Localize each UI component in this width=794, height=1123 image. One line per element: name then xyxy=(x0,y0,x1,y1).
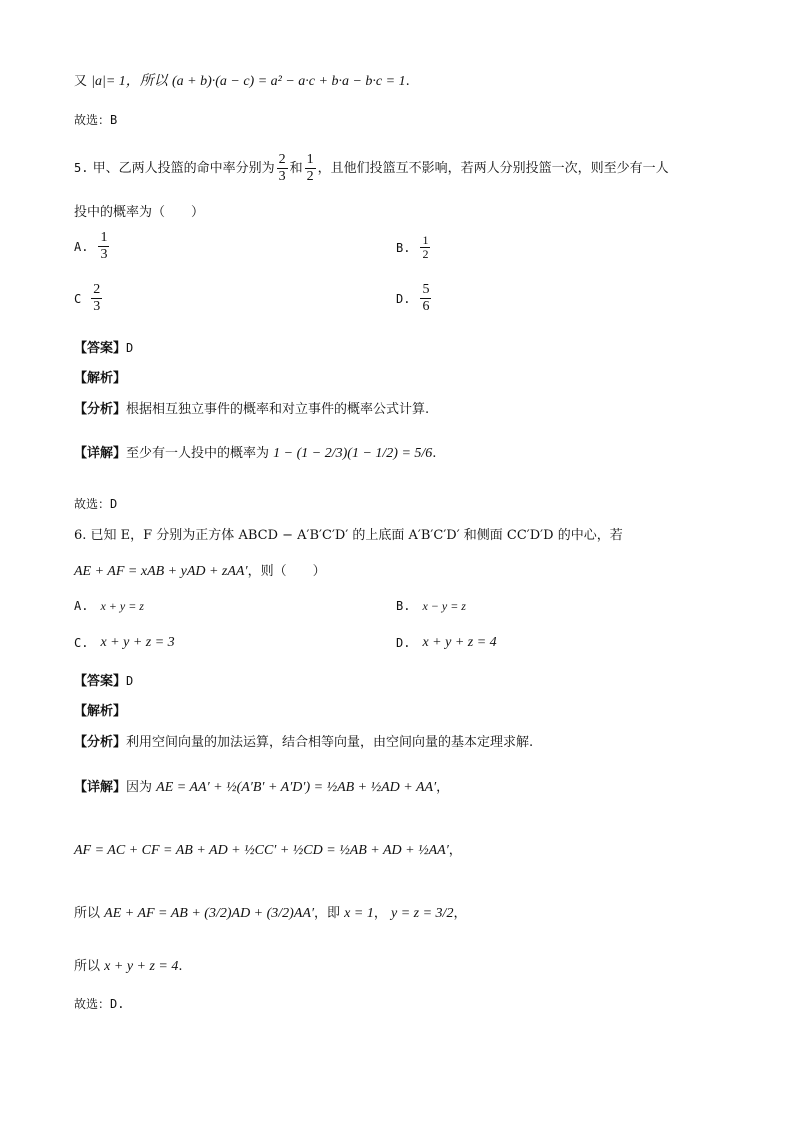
q6-option-b xyxy=(396,596,466,616)
option-fraction xyxy=(420,282,431,315)
q6-option-a xyxy=(74,596,144,616)
option-fraction xyxy=(91,282,102,315)
x-value: x = 1 xyxy=(344,906,374,921)
xiangjie-pre: 至少有一人投中的概率为 xyxy=(126,446,270,461)
magnitude-condition: |a|= 1，所以 xyxy=(91,74,168,89)
denominator: 3 xyxy=(100,247,108,262)
q6-fenxi xyxy=(74,733,734,753)
option-fraction xyxy=(98,230,109,263)
q6-answer xyxy=(74,671,734,692)
q6-choice: 故选：D. xyxy=(74,997,125,1011)
fenxi-tag: 【分析】 xyxy=(74,735,127,750)
comma: ， xyxy=(448,843,462,858)
text-you: 又 xyxy=(74,74,88,89)
q5-f1-numerator: 2 xyxy=(278,152,286,167)
numerator: 1 xyxy=(100,230,108,245)
equation-af: AF = AC + CF = AB + AD + ½CC′ + ½CD = ½AB + AD + ½AA′ xyxy=(74,843,449,858)
yz-value: y = z = 3/2 xyxy=(391,906,454,921)
q5-f2-denominator: 2 xyxy=(306,169,314,184)
option-label: A. xyxy=(74,239,89,254)
period: . xyxy=(405,74,410,89)
q5-option-a xyxy=(74,230,111,263)
fenxi-text: 根据相互独立事件的概率和对立事件的概率公式计算. xyxy=(126,402,430,417)
q5-stem-pre: 甲、乙两人投篮的命中率分别为 xyxy=(92,161,275,176)
option-label: B. xyxy=(396,240,411,255)
comma: ， xyxy=(373,906,387,921)
q5-option-d xyxy=(396,282,433,315)
q6-stem-end: ，则（ ） xyxy=(247,564,326,579)
option-label: C xyxy=(74,291,82,306)
answer-tag: 【答案】 xyxy=(74,674,127,689)
previous-answer: 故选：B xyxy=(74,113,118,127)
denominator: 6 xyxy=(422,299,430,314)
denominator: 2 xyxy=(422,247,429,261)
option-fraction xyxy=(420,234,430,261)
option-text: x − y = z xyxy=(422,599,466,613)
q5-number: 5. xyxy=(74,161,89,175)
q6-xiangjie-eq3 xyxy=(74,904,734,924)
option-text: x + y + z = 3 xyxy=(100,635,175,650)
q6-stem-line2 xyxy=(74,562,734,582)
q5-stem-mid: 和 xyxy=(289,161,303,176)
q6-jiexi: 【解析】 xyxy=(74,704,127,719)
q5-option-c xyxy=(74,282,104,315)
option-label: A. xyxy=(74,599,89,613)
numerator: 1 xyxy=(422,233,429,247)
q6-xiangjie-eq1 xyxy=(74,778,734,798)
q5-f1-denominator: 3 xyxy=(278,169,286,184)
xiangjie-pre: 因为 xyxy=(126,780,153,795)
q5-fraction-2 xyxy=(305,152,316,185)
q6-xiangjie-eq4 xyxy=(74,957,734,977)
option-label: B. xyxy=(396,599,411,613)
probability-equation: 1 − (1 − 2/3)(1 − 1/2) = 5/6 xyxy=(273,446,433,461)
suoyi: 所以 xyxy=(74,906,101,921)
equation-ae: AE = AA′ + ½(A′B′ + A′D′) = ½AB + ½AD + AA′ xyxy=(156,780,437,795)
fenxi-tag: 【分析】 xyxy=(74,402,127,417)
previous-solution-line xyxy=(74,72,734,92)
answer-value: D xyxy=(126,674,134,688)
comma: ， xyxy=(436,780,450,795)
vector-product-equation: (a + b)·(a − c) = a² − a·c + b·a − b·c = 1 xyxy=(171,74,406,89)
option-text: x + y + z = 4 xyxy=(422,635,497,650)
denominator: 3 xyxy=(93,299,101,314)
suoyi: 所以 xyxy=(74,959,101,974)
equation-result: x + y + z = 4 xyxy=(104,959,179,974)
comma: ， xyxy=(453,906,467,921)
q6-stem: 6. 已知 E，F 分别为正方体 ABCD − A′B′C′D′ 的上底面 A′B′C′D′ 和侧面 CC′D′D 的中心，若 xyxy=(74,528,623,543)
option-label: D. xyxy=(396,636,411,650)
xiangjie-tag: 【详解】 xyxy=(74,446,127,461)
q5-choice: 故选：D xyxy=(74,497,118,511)
q5-option-b xyxy=(396,234,432,261)
q5-stem xyxy=(74,152,734,185)
answer-value: D xyxy=(126,341,134,355)
option-text: x + y = z xyxy=(100,599,144,613)
period: . xyxy=(178,959,183,974)
answer-tag: 【答案】 xyxy=(74,341,127,356)
q6-vector-equation: AE + AF = xAB + yAD + zAA′ xyxy=(74,564,248,579)
q5-stem-post: ，且他们投篮互不影响，若两人分别投篮一次，则至少有一人 xyxy=(317,161,669,176)
fenxi-text: 利用空间向量的加法运算，结合相等向量，由空间向量的基本定理求解. xyxy=(126,735,534,750)
q5-stem-line2: 投中的概率为（ ） xyxy=(74,205,205,220)
q6-option-c xyxy=(74,633,175,653)
option-label: C. xyxy=(74,636,89,650)
q5-fraction-1 xyxy=(277,152,288,185)
q5-jiexi: 【解析】 xyxy=(74,371,127,386)
option-label: D. xyxy=(396,291,411,306)
q6-xiangjie-eq2 xyxy=(74,841,734,861)
q5-f2-numerator: 1 xyxy=(306,152,314,167)
xiangjie-tag: 【详解】 xyxy=(74,780,127,795)
q5-answer xyxy=(74,338,734,359)
numerator: 5 xyxy=(422,282,430,297)
period: . xyxy=(432,446,437,461)
equation-sum: AE + AF = AB + (3/2)AD + (3/2)AA′ xyxy=(104,906,315,921)
q6-option-d xyxy=(396,633,497,653)
ji: ，即 xyxy=(314,906,341,921)
numerator: 2 xyxy=(93,282,101,297)
q5-xiangjie xyxy=(74,444,734,464)
q5-fenxi xyxy=(74,400,734,420)
